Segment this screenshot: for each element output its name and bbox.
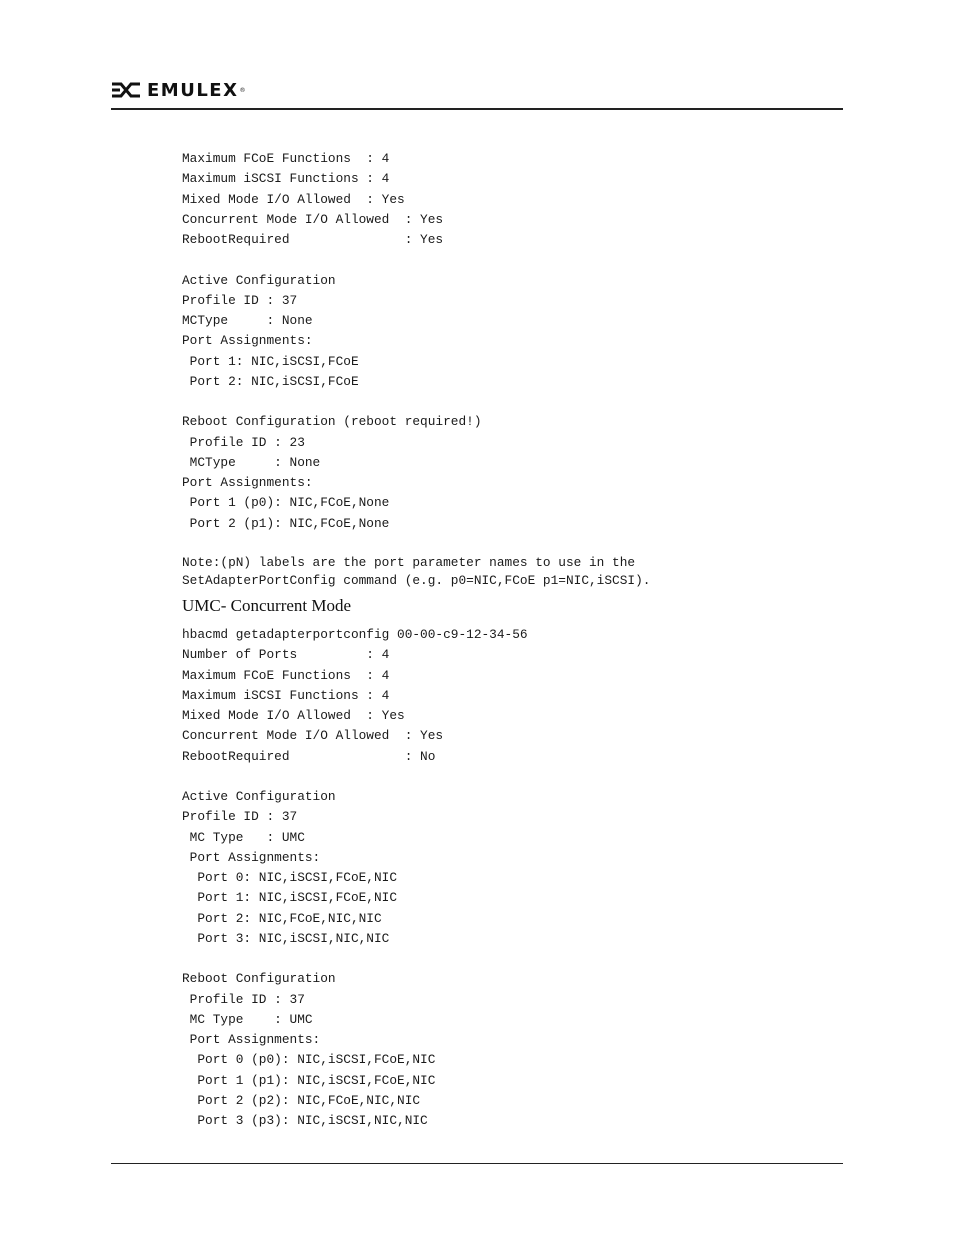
- page-header: [111, 78, 245, 102]
- header-rule: [111, 108, 843, 110]
- logo-trademark: ®: [239, 86, 246, 94]
- note-text: Note:(pN) labels are the port parameter names to use in the SetAdapterPortConfig command (e.g. p0=NIC,FCoE p1=NIC,iSCSI).: [182, 555, 651, 588]
- footer-rule: [111, 1163, 843, 1164]
- code-block-config-output: Maximum FCoE Functions : 4 Maximum iSCSI Functions : 4 Mixed Mode I/O Allowed : Yes Concurrent Mode I/O Allowed : Yes RebootRequired : Yes Active Configuration Profile ID : 37 MCType : None Port Assignments: Port 1: NIC,iSCSI,FCoE Port 2: NIC,iSCSI,FCoE Reboot Configuration (reboot required!) Profile ID : 23 MCType : None Port Assignments: Port 1 (p0): NIC,FCoE,None Port 2 (p1): NIC,FCoE,None: [182, 151, 482, 531]
- emulex-logo-icon: [111, 81, 141, 99]
- section-heading: UMC- Concurrent Mode: [182, 596, 352, 615]
- code-block-umc-output: hbacmd getadapterportconfig 00-00-c9-12-34-56 Number of Ports : 4 Maximum FCoE Functions : 4 Maximum iSCSI Functions : 4 Mixed Mode I/O Allowed : Yes Concurrent Mode I/O Allowed : Yes RebootRequired : No Active Configuration Profile ID : 37 MC Type : UMC Port Assignments: Port 0: NIC,iSCSI,FCoE,NIC Port 1: NIC,iSCSI,FCoE,NIC Port 2: NIC,FCoE,NIC,NIC Port 3: NIC,iSCSI,NIC,NIC Reboot Configuration Profile ID : 37 MC Type : UMC Port Assignments: Port 0 (p0): NIC,iSCSI,FCoE,NIC Port 1 (p1): NIC,iSCSI,FCoE,NIC Port 2 (p2): NIC,FCoE,NIC,NIC Port 3 (p3): NIC,iSCSI,NIC,NIC: [182, 627, 528, 1128]
- logo-text: EMULEX: [147, 79, 239, 101]
